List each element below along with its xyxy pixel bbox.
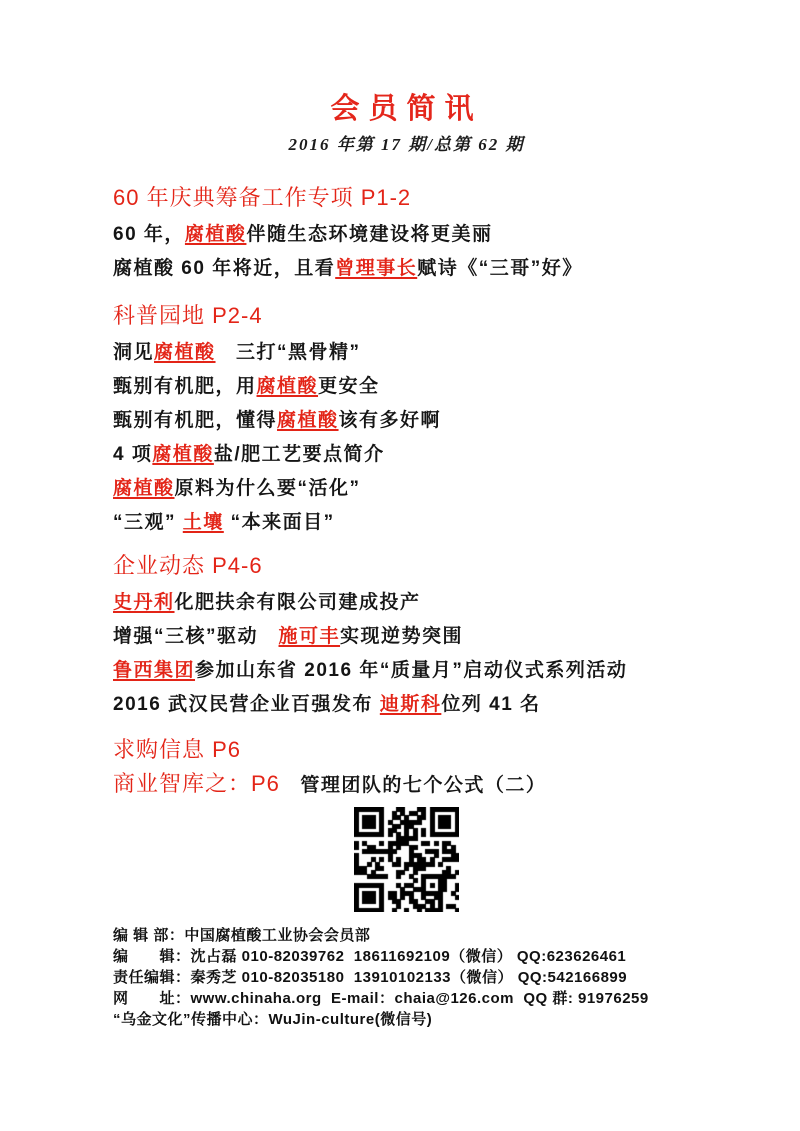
section-science xyxy=(113,303,700,540)
newsletter-title: 会员简讯 xyxy=(330,93,483,125)
article-title-text: 实现逆势突围 xyxy=(340,626,464,647)
article-title-text: 原料为什么要“活化” xyxy=(174,478,361,499)
footer-line: 编 辑：沈占磊 010-82039762 18611692109（微信） QQ:623626461 xyxy=(113,948,627,965)
article-title-text: 三打“黑骨精” xyxy=(215,342,361,363)
article-title-line xyxy=(113,438,700,472)
section-heading-text: 科普园地 P2-4 xyxy=(113,303,263,328)
issue-number: 2016 年第 17 期/总第 62 期 xyxy=(288,135,525,154)
section-article-list xyxy=(113,336,700,540)
section-purchase xyxy=(113,737,700,763)
section-heading xyxy=(113,737,700,763)
keyword-link[interactable]: 腐植酸 xyxy=(152,444,214,465)
article-title-text: 赋诗《“三哥”好》 xyxy=(417,258,583,279)
section-heading-text: 求购信息 P6 xyxy=(113,737,242,762)
keyword-link[interactable]: 史丹利 xyxy=(113,592,175,613)
article-title-text: 60 年， xyxy=(113,224,185,245)
table-of-contents xyxy=(113,185,700,801)
keyword-link[interactable]: 迪斯科 xyxy=(379,694,442,715)
section-business xyxy=(113,769,700,801)
footer-line: 责任编辑：秦秀芝 010-82035180 13910102133（微信） QQ:542166899 xyxy=(113,969,628,986)
section-article-list xyxy=(113,586,700,722)
footer-editorial-info xyxy=(113,925,700,1030)
article-title-text: 2016 武汉民营企业百强发布 xyxy=(113,694,380,715)
keyword-link[interactable]: 鲁西集团 xyxy=(113,660,196,681)
article-title-text: 甄别有机肥，懂得 xyxy=(113,410,278,431)
keyword-link[interactable]: 施可丰 xyxy=(278,626,341,647)
article-title-line xyxy=(113,218,700,252)
article-title-line xyxy=(113,472,700,506)
footer-line: 编 辑 部：中国腐植酸工业协会会员部 xyxy=(113,927,371,944)
article-title-text: “三观” xyxy=(113,512,183,533)
article-title-text: 化肥扶余有限公司建成投产 xyxy=(174,592,421,613)
article-title-text: 更安全 xyxy=(318,376,380,397)
article-title-text: 洞见 xyxy=(113,342,155,363)
qr-code xyxy=(354,807,459,912)
section-anniversary xyxy=(113,185,700,286)
article-title-line xyxy=(113,404,700,438)
article-title-text: 4 项 xyxy=(113,444,153,465)
footer-line: 网 址：www.chinaha.org E-mail：chaia@126.com QQ 群: 91976259 xyxy=(113,990,649,1007)
section-heading-text: 商业智库之：P6 xyxy=(113,771,280,796)
article-title-line xyxy=(113,252,700,286)
section-enterprise xyxy=(113,553,700,722)
section-heading xyxy=(113,769,700,801)
keyword-link[interactable]: 腐植酸 xyxy=(154,342,216,363)
section-heading xyxy=(113,303,700,329)
keyword-link[interactable]: 土壤 xyxy=(182,512,224,533)
article-title-text: 腐植酸 60 年将近，且看 xyxy=(113,258,336,279)
keyword-link[interactable]: 腐植酸 xyxy=(277,410,339,431)
article-title-line xyxy=(113,654,700,688)
heading-note-text: 管理团队的七个公式（二） xyxy=(279,775,547,796)
article-title-text: 盐/肥工艺要点简介 xyxy=(213,444,385,465)
article-title-text: 参加山东省 2016 年“质量月”启动仪式系列活动 xyxy=(195,660,628,681)
keyword-link[interactable]: 腐植酸 xyxy=(256,376,319,397)
section-heading xyxy=(113,185,700,211)
article-title-text: “本来面目” xyxy=(223,512,335,533)
article-title-line xyxy=(113,688,700,722)
footer-line: “乌金文化”传播中心：WuJin-culture(微信号) xyxy=(113,1011,433,1028)
article-title-text: 伴随生态环境建设将更美丽 xyxy=(246,224,493,245)
section-article-list xyxy=(113,218,700,286)
section-heading xyxy=(113,553,700,579)
article-title-line xyxy=(113,620,700,654)
section-heading-text: 企业动态 P4-6 xyxy=(113,553,263,578)
keyword-link[interactable]: 腐植酸 xyxy=(113,478,175,499)
article-title-text: 增强“三核”驱动 xyxy=(113,626,279,647)
article-title-line xyxy=(113,586,700,620)
article-title-text: 位列 41 名 xyxy=(441,694,541,715)
keyword-link[interactable]: 腐植酸 xyxy=(184,224,247,245)
article-title-line xyxy=(113,370,700,404)
article-title-line xyxy=(113,506,700,540)
article-title-text: 该有多好啊 xyxy=(338,410,442,431)
article-title-line xyxy=(113,336,700,370)
section-heading-text: 60 年庆典筹备工作专项 P1-2 xyxy=(113,185,412,210)
article-title-text: 甄别有机肥，用 xyxy=(113,376,257,397)
keyword-link[interactable]: 曾理事长 xyxy=(335,258,418,279)
